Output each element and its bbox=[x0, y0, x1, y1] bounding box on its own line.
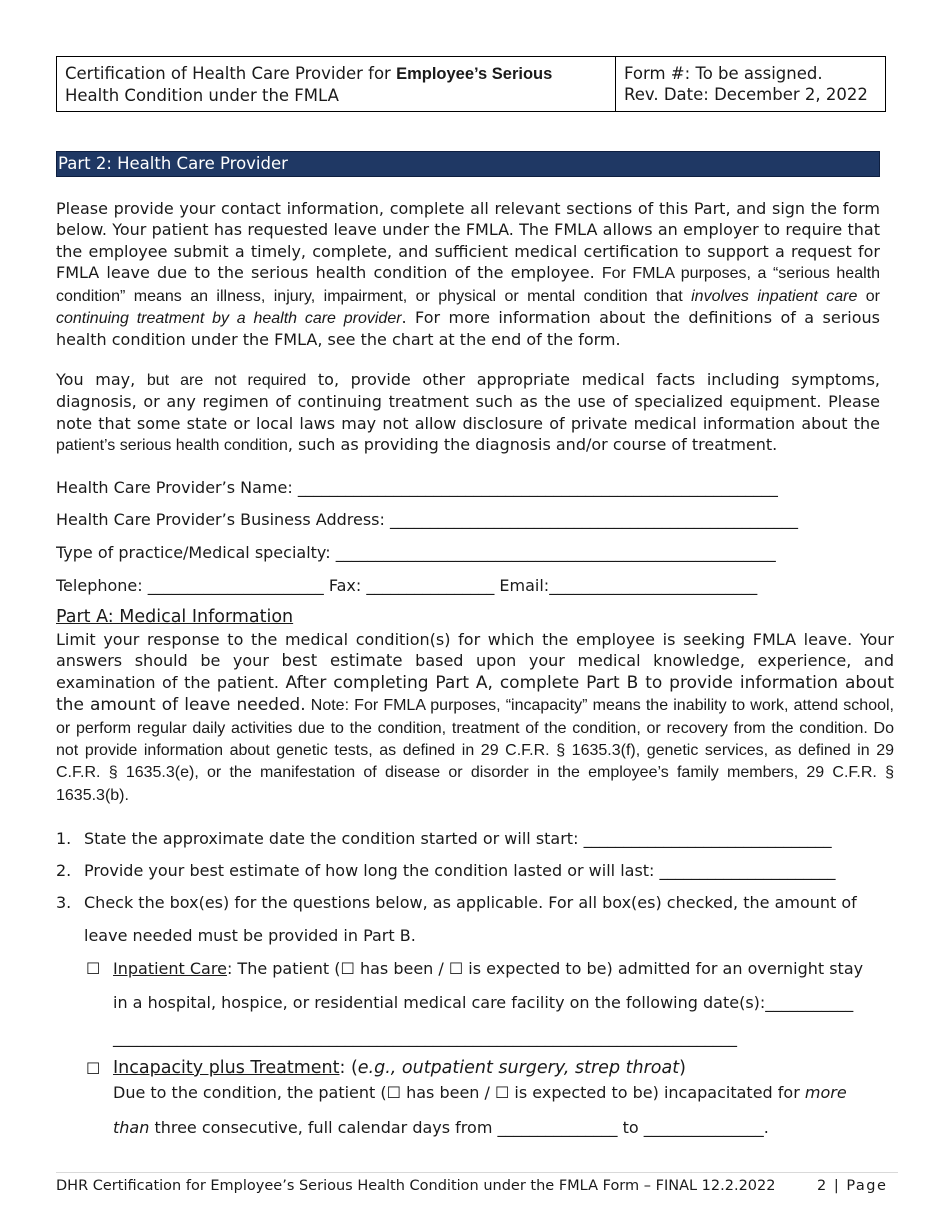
telephone-label: Telephone: bbox=[56, 576, 148, 595]
incapacity-more: more bbox=[804, 1083, 847, 1102]
para2-c: to, provide other appropriate medical facts including symptoms, diagnosis, or any regimen of continuing treatment such as the use of specialized equipment. Please note that some state or local laws may not allow disclosure of private medical information about the bbox=[56, 370, 880, 433]
telephone-blank[interactable]: ______________________ bbox=[147, 576, 324, 595]
incapacity-heading bbox=[113, 1058, 686, 1078]
inpatient-has-been-checkbox[interactable]: ☐ bbox=[340, 959, 355, 978]
partA-c: based upon your medical knowledge, experience, and examination of the patient. bbox=[56, 651, 895, 692]
incapacity-label: Incapacity plus Treatment bbox=[113, 1058, 340, 1078]
email-blank[interactable]: __________________________ bbox=[549, 576, 758, 595]
inpatient-a: : The patient ( bbox=[226, 959, 341, 978]
footer-title: DHR Certification for Employee’s Serious Health Condition under the FMLA Form – FINAL 12.2.2022 bbox=[56, 1178, 776, 1194]
form-meta bbox=[616, 57, 885, 111]
form-title bbox=[57, 57, 616, 111]
start-date-blank[interactable]: _______________________________ bbox=[583, 829, 832, 848]
inpatient-checkbox[interactable]: ☐ bbox=[86, 959, 101, 978]
partA-f: disorder in the employee’s family members, 29 C.F.R. § 1635.3(b). bbox=[56, 764, 895, 804]
incapacity-c: is expected to be) incapacitated for bbox=[509, 1083, 805, 1102]
partA-instructions bbox=[56, 629, 894, 806]
inpatient-line2 bbox=[113, 993, 853, 1013]
form-number: Form #: To be assigned. bbox=[624, 64, 823, 83]
medical-facts-paragraph bbox=[56, 369, 880, 457]
partA-a: Limit your response to the medical condition(s) for which the employee is seeking FMLA leave. Your answers should be your bbox=[56, 630, 894, 671]
question-3-line1: Check the box(es) for the questions below, as applicable. For all box(es) checked, the amount of bbox=[84, 893, 857, 912]
revision-date: Rev. Date: December 2, 2022 bbox=[624, 85, 868, 104]
intro-b: For FMLA purposes, a “serious health condition” means an illness, injury, impairment, or physical or mental condition that bbox=[56, 265, 880, 305]
incapacity-paren-close: ) bbox=[679, 1058, 686, 1078]
incapacity-period: . bbox=[763, 1118, 769, 1137]
incapacity-line2 bbox=[113, 1118, 769, 1138]
incapacity-has-been-checkbox[interactable]: ☐ bbox=[386, 1083, 401, 1102]
part2-heading: Part 2: Health Care Provider bbox=[56, 151, 880, 177]
intro-a: Please provide your contact information, complete all relevant sections of this Part, and sign the form below. Your patient has requested leave under the FMLA. The FMLA allows an employer to require that the employee submit a timely, complete, and sufficient medical certification to support a request for FMLA leave due to the serious health condition of the employee. bbox=[56, 199, 880, 283]
incapacity-b: has been / bbox=[400, 1083, 495, 1102]
provider-name-blank[interactable]: ____________________________________________________________ bbox=[297, 478, 778, 497]
provider-address-field[interactable] bbox=[56, 510, 892, 530]
inpatient-expected-checkbox[interactable]: ☐ bbox=[448, 959, 464, 978]
intro-paragraph bbox=[56, 198, 880, 351]
page-number: 2 | Page bbox=[817, 1178, 888, 1194]
intro-f: . For more information about the definitions of a serious health condition under the FMLA, see the chart at the end of the form. bbox=[56, 308, 880, 350]
question-1-text: State the approximate date the condition started or will start: bbox=[84, 829, 584, 848]
form-header bbox=[56, 56, 886, 112]
incapacity-line1 bbox=[113, 1083, 847, 1103]
inpatient-b: has been / bbox=[354, 959, 449, 978]
inpatient-dates-blank-2[interactable]: ______________________________________________________________________________ bbox=[113, 1028, 737, 1047]
specialty-label: Type of practice/Medical specialty: bbox=[56, 543, 336, 562]
question-2-number: 2. bbox=[56, 861, 72, 880]
partA-d: After completing Part A, complete Part B to provide information about the amount of leave needed. bbox=[56, 672, 895, 716]
para2-d: patient’s serious health condition bbox=[56, 437, 288, 455]
email-label: Email: bbox=[499, 576, 550, 595]
duration-blank[interactable]: ______________________ bbox=[659, 861, 836, 880]
partA-e: Note: For FMLA purposes, “incapacity” means the inability to work, attend school, or perform regular daily activities due to the condition, treatment of the condition, or recovery from the condition. Do not provide information about genetic tests, as defined in 29 C.F.R. § 1635.3(f), genetic services, as defined in 29 C.F.R. § 1635.3(e), or the manifestation of disease or bbox=[56, 697, 894, 782]
incapacity-to-label: to bbox=[617, 1118, 644, 1137]
provider-name-field[interactable] bbox=[56, 478, 892, 498]
para2-a: You may, bbox=[56, 370, 147, 389]
question-2-a: Provide your bbox=[84, 861, 190, 880]
question-2-b: best estimate bbox=[189, 861, 300, 880]
specialty-field[interactable] bbox=[56, 543, 892, 563]
provider-name-label: Health Care Provider’s Name: bbox=[56, 478, 298, 497]
question-1 bbox=[84, 829, 832, 849]
partA-best-estimate: best estimate bbox=[281, 651, 403, 671]
incapacity-a: Due to the condition, the patient ( bbox=[113, 1083, 387, 1102]
inpatient-c: is expected to be) admitted for an overnight stay bbox=[463, 959, 864, 978]
para2-b: but are not required bbox=[146, 372, 307, 389]
intro-d: or bbox=[857, 287, 881, 305]
fax-label: Fax: bbox=[328, 576, 367, 595]
footer-divider bbox=[56, 1172, 898, 1173]
intro-e: continuing treatment by a health care provider bbox=[56, 310, 402, 328]
title-prefix: Certification of Health Care Provider for bbox=[65, 64, 397, 83]
incapacity-checkbox[interactable]: ☐ bbox=[86, 1059, 101, 1078]
title-bold: Employee’s Serious bbox=[396, 65, 553, 83]
incapacity-to-blank[interactable]: _______________ bbox=[643, 1118, 764, 1137]
provider-address-blank[interactable]: ___________________________________________________ bbox=[389, 510, 798, 529]
title-line2: Health Condition under the FMLA bbox=[65, 86, 339, 105]
question-3-number: 3. bbox=[56, 893, 72, 912]
inpatient-dates-blank[interactable]: ___________ bbox=[765, 993, 854, 1012]
inpatient-line2-text: in a hospital, hospice, or residential medical care facility on the following date(s): bbox=[113, 993, 766, 1012]
para2-e: , such as providing the diagnosis and/or course of treatment. bbox=[287, 435, 778, 455]
incapacity-line2-text: three consecutive, full calendar days from bbox=[149, 1118, 498, 1137]
incapacity-expected-checkbox[interactable]: ☐ bbox=[494, 1083, 510, 1102]
incapacity-paren-open: : ( bbox=[339, 1058, 358, 1078]
partA-heading: Part A: Medical Information bbox=[56, 607, 294, 627]
incapacity-than: than bbox=[113, 1118, 150, 1137]
contact-row bbox=[56, 576, 892, 596]
intro-c: involves inpatient care bbox=[691, 287, 858, 305]
question-2-c: of how long the condition lasted or will last: bbox=[299, 861, 660, 880]
inpatient-label: Inpatient Care bbox=[113, 959, 227, 978]
inpatient-line1 bbox=[113, 959, 863, 979]
incapacity-example: e.g., outpatient surgery, strep throat bbox=[357, 1058, 680, 1078]
question-2 bbox=[84, 861, 836, 881]
specialty-blank[interactable]: _______________________________________________________ bbox=[335, 543, 776, 562]
incapacity-from-blank[interactable]: _______________ bbox=[497, 1118, 618, 1137]
fax-blank[interactable]: ________________ bbox=[366, 576, 495, 595]
question-1-number: 1. bbox=[56, 829, 72, 848]
provider-address-label: Health Care Provider’s Business Address: bbox=[56, 510, 390, 529]
question-3-line2: leave needed must be provided in Part B. bbox=[84, 926, 416, 945]
